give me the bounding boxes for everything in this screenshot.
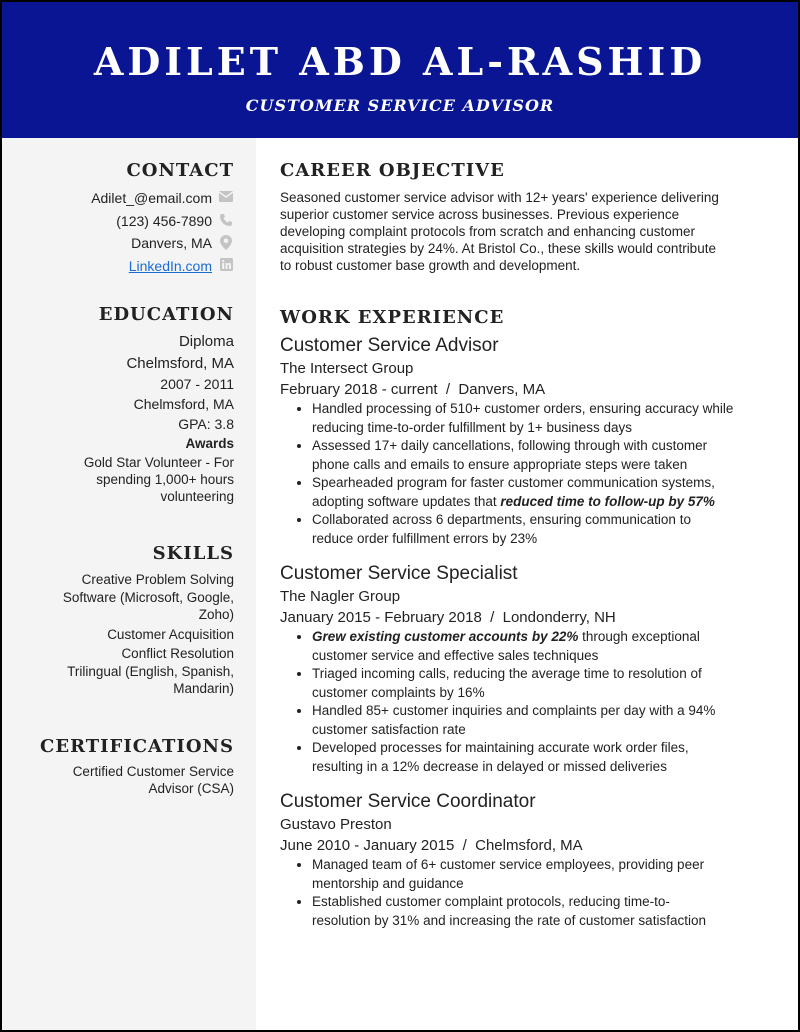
skill-item: Zoho) — [198, 607, 234, 622]
job-bullet: • Developed processes for maintaining accurate work order files, resulting in a 12% decrease in delayed or missed deliveries — [312, 739, 780, 776]
contact-location: Danvers, MA — [131, 235, 212, 251]
job-bullets — [280, 400, 780, 548]
certification-line-1: Certified Customer Service — [72, 764, 234, 779]
objective-line: superior customer service across businesses. Previous experience — [280, 207, 680, 222]
job-bullets — [280, 628, 780, 776]
objective-section — [280, 160, 780, 274]
contact-location-row — [14, 232, 234, 255]
objective-line: to robust customer base growth and development. — [280, 258, 581, 273]
job-company: The Nagler Group — [280, 588, 401, 605]
header-banner — [2, 2, 798, 138]
education-heading: EDUCATION — [98, 304, 234, 325]
skills-section — [14, 543, 234, 697]
job-bullet: • Managed team of 6+ customer service employees, providing peer mentorship and guidance — [312, 856, 780, 893]
job-title: Customer Service Specialist — [280, 563, 518, 584]
job-bullet: • Collaborated across 6 departments, ensuring communication to reduce order fulfillment errors by 23% — [312, 511, 780, 548]
objective-line: developing complaint protocols from scratch and enhancing customer — [280, 224, 695, 239]
job-bullet: • Grew existing customer accounts by 22% through exceptional customer service and effective sales techniques — [312, 628, 780, 665]
certifications-section — [14, 736, 234, 797]
skills-heading: SKILLS — [152, 543, 234, 564]
certifications-heading: CERTIFICATIONS — [40, 736, 234, 757]
envelope-icon — [218, 190, 234, 206]
job-title: Customer Service Advisor — [280, 335, 499, 356]
award-line-1: Gold Star Volunteer - For — [83, 455, 234, 470]
job-dates: January 2015 - February 2018 / Londonderry, NH — [280, 609, 616, 626]
job-bullet: • Handled processing of 510+ customer orders, ensuring accuracy while reducing time-to-order fulfillment by 1+ business days — [312, 400, 780, 437]
skill-item: Mandarin) — [173, 681, 234, 696]
certification-line-2: Advisor (CSA) — [148, 781, 234, 796]
objective-text — [280, 189, 780, 274]
objective-line: Seasoned customer service advisor with 12+ years' experience delivering — [280, 190, 719, 205]
job-company: The Intersect Group — [280, 360, 414, 377]
skill-item: Software (Microsoft, Google, — [62, 590, 234, 605]
contact-section — [14, 160, 234, 277]
education-degree: Diploma — [178, 333, 234, 350]
job-dates: June 2010 - January 2015 / Chelmsford, MA — [280, 837, 583, 854]
skill-item: Creative Problem Solving — [81, 572, 234, 587]
education-school: Chelmsford, MA — [126, 354, 234, 372]
education-gpa: GPA: 3.8 — [178, 416, 234, 432]
objective-line: acquisition strategies by 24%. At Bristol Co., these skills would contribute — [280, 241, 716, 256]
sidebar — [2, 138, 256, 1030]
job-bullets — [280, 856, 780, 930]
job-entry — [280, 790, 780, 930]
skill-item: Conflict Resolution — [121, 646, 234, 661]
highlight-phrase: Grew existing customer accounts by 22% — [312, 629, 579, 644]
education-location: Chelmsford, MA — [133, 396, 234, 412]
linkedin-icon[interactable] — [218, 258, 234, 274]
awards-label: Awards — [185, 436, 234, 451]
phone-icon — [218, 213, 234, 229]
candidate-name: ADILET ABD AL-RASHID — [93, 39, 707, 84]
experience-section — [280, 307, 780, 930]
contact-linkedin-row — [14, 255, 234, 278]
contact-phone-row — [14, 210, 234, 233]
map-pin-icon — [218, 235, 234, 251]
contact-phone: (123) 456-7890 — [116, 212, 212, 229]
award-line-3: volunteering — [160, 489, 234, 504]
objective-heading: CAREER OBJECTIVE — [280, 160, 505, 181]
job-entry — [280, 562, 780, 776]
job-entry — [280, 334, 780, 548]
contact-email-row — [14, 187, 234, 210]
linkedin-link[interactable]: LinkedIn.com — [128, 257, 212, 274]
job-bullet: • Established customer complaint protocols, reducing time-to- resolution by 31% and increasing the rate of customer satisfaction — [312, 893, 780, 930]
contact-email: Adilet_@email.com — [91, 190, 212, 206]
job-company: Gustavo Preston — [280, 816, 392, 833]
job-bullet: • Spearheaded program for faster customer communication systems, adopting software updates that reduced time to follow-up by 57% — [312, 474, 780, 511]
job-bullet: • Triaged incoming calls, reducing the average time to resolution of customer complaints by 16% — [312, 665, 780, 702]
highlight-phrase: reduced time to follow-up by 57% — [500, 493, 715, 509]
job-dates: February 2018 - current / Danvers, MA — [280, 381, 546, 398]
job-bullet: • Handled 85+ customer inquiries and complaints per day with a 94% customer satisfaction rate — [312, 702, 780, 739]
skill-item: Trilingual (English, Spanish, — [67, 664, 234, 679]
award-line-2: spending 1,000+ hours — [96, 472, 234, 487]
skill-item: Customer Acquisition — [107, 627, 234, 642]
education-years: 2007 - 2011 — [160, 376, 234, 392]
contact-heading: CONTACT — [126, 160, 234, 181]
experience-heading: WORK EXPERIENCE — [280, 307, 505, 328]
job-bullet: • Assessed 17+ daily cancellations, following through with customer phone calls and emails to ensure appropriate steps were taken — [312, 437, 780, 474]
education-section — [14, 304, 234, 505]
job-title: Customer Service Coordinator — [280, 791, 536, 812]
candidate-title: CUSTOMER SERVICE ADVISOR — [245, 96, 555, 115]
